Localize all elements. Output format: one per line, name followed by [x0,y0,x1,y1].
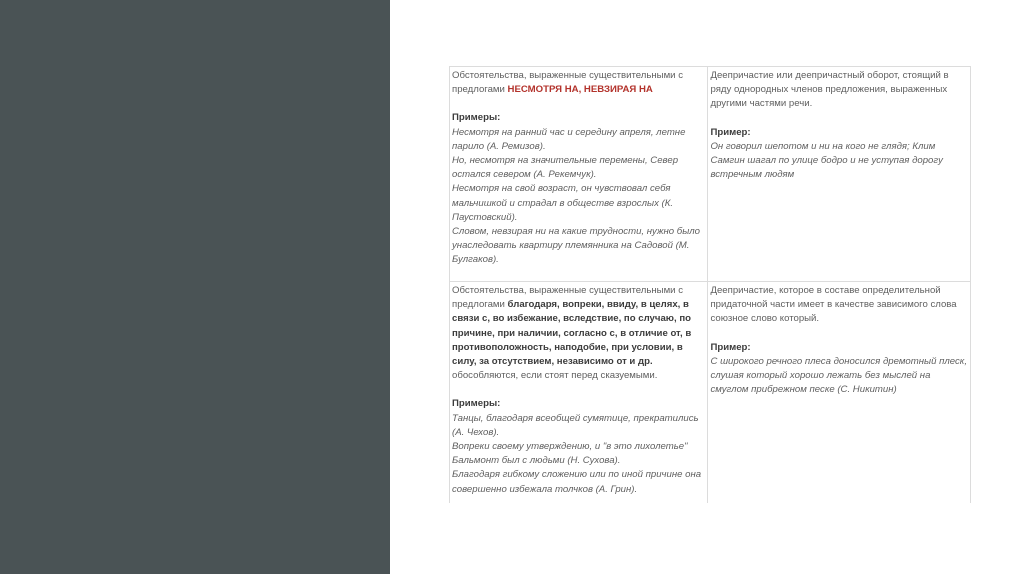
rule-intro: Деепричастие или деепричастный оборот, стоящий в ряду однородных членов предложения, выраженных другими частями речи. [710,70,949,110]
table-cell-left [450,282,708,503]
grammar-rules-table [449,66,971,503]
example-text: Несмотря на ранний час и середину апреля, летне парило (А. Ремизов). [452,126,686,152]
example-label: Пример: [710,126,751,138]
example-text: Благодаря гибкому сложению или по иной причине она совершенно избежала толчков (А. Грин). [452,469,702,495]
example-text: Словом, невзирая ни на какие трудности, нужно было унаследовать квартиру племянника на Садовой (М. Булгаков). [452,226,701,266]
slide-content [390,0,1024,574]
table-cell-right [708,282,971,503]
example-text: Танцы, благодаря всеобщей сумятице, прекратились (А. Чехов). [452,412,699,438]
examples-label: Примеры: [452,112,501,124]
rule-highlight: НЕСМОТРЯ НА, НЕВЗИРАЯ НА [507,84,653,96]
rule-intro: Обстоятельства, выраженные существительными с предлогами [452,70,683,96]
example-text: Несмотря на свой возраст, он чувствовал себя мальчишкой и страдал в обществе взрослых (К. Паустовский). [452,183,674,223]
rule-tail: обособляются, если стоят перед сказуемыми. [452,370,658,382]
left-dark-panel [0,0,390,574]
table-cell-right [708,67,971,282]
rule-prepositions: благодаря, вопреки, ввиду, в целях, в связи с, во избежание, вследствие, по случаю, по причине, при наличии, согласно с, в отличие от, в противоположность, наподобие, при условии, в силу, за отсутствием, независимо от и др. [452,299,692,368]
example-text: Вопреки своему утверждению, и "в это лихолетье" Бальмонт был с людьми (Н. Сухова). [452,441,688,467]
table-row [450,67,971,282]
example-text: С широкого речного плеса доносился дремотный плеск, слушая который хорошо лежать без мыслей на смуглом прибрежном песке (С. Никитин) [710,355,967,396]
rule-intro: Обстоятельства, выраженные существительными с предлогами [452,285,683,311]
table-cell-left [450,67,708,282]
example-text: Он говорил шепотом и ни на кого не глядя; Клим Самгин шагал по улице бодро и не уступая дорогу встречным людям [710,140,943,181]
rule-intro: Деепричастие, которое в составе определительной придаточной части имеет в качестве зависимого слова союзное слово который. [710,285,957,325]
example-text: Но, несмотря на значительные перемены, Север остался севером (А. Рекемчук). [452,155,679,181]
table-row [450,282,971,503]
examples-label: Примеры: [452,398,501,410]
example-label: Пример: [710,341,751,353]
